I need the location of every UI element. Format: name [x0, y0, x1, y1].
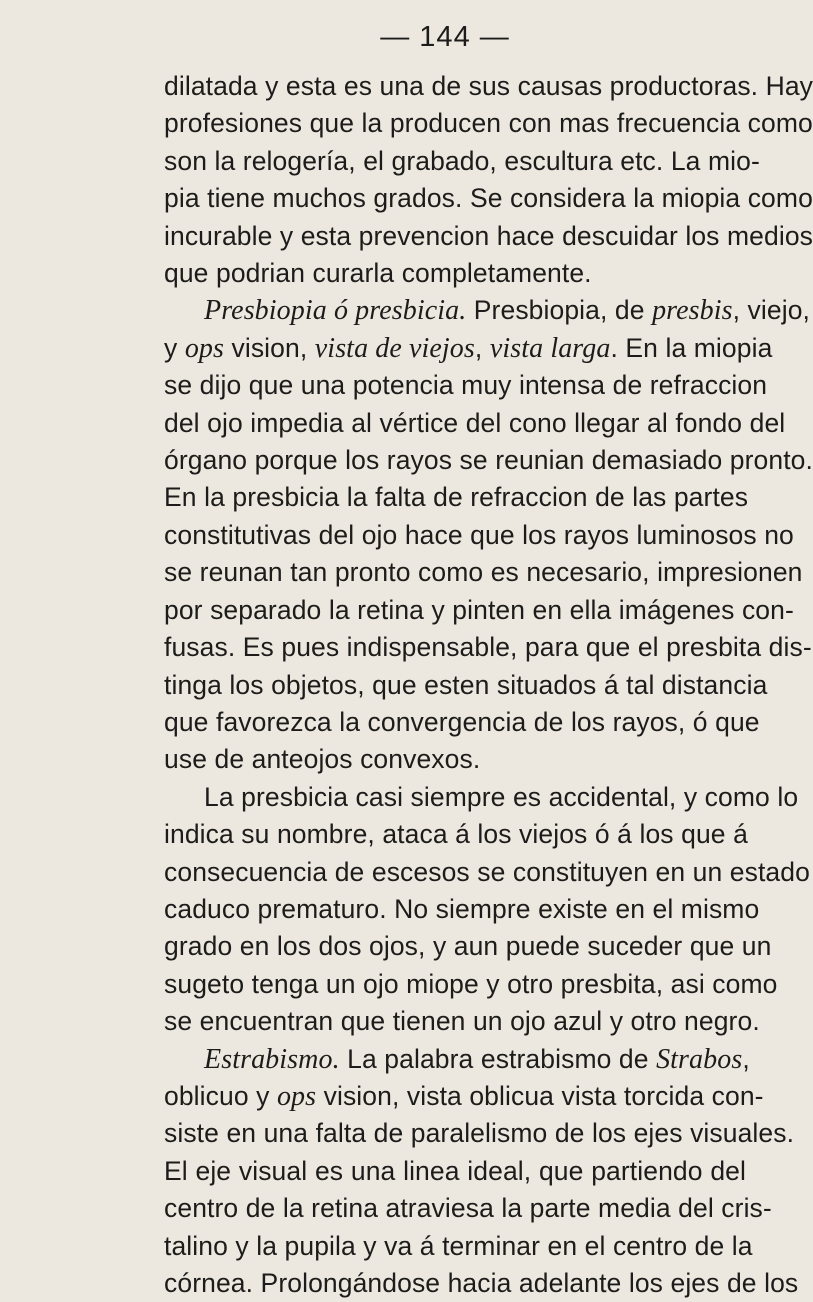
text-line	[164, 1003, 760, 1040]
text-segment: y	[164, 332, 185, 363]
text-segment: profesiones que la producen con mas frecuencia como	[164, 108, 813, 139]
text-line	[164, 105, 813, 142]
text-line	[164, 367, 768, 404]
text-line	[164, 517, 794, 554]
text-segment: indica su nombre, ataca á los viejos ó á los que á	[164, 819, 748, 850]
text-segment: fusas. Es pues indispensable, para que el presbita dis-	[164, 632, 812, 663]
text-line	[164, 966, 778, 1003]
text-line	[164, 292, 811, 329]
text-line	[164, 891, 760, 928]
text-line	[164, 68, 813, 105]
text-segment: La presbicia casi siempre es accidental, y como lo	[204, 781, 799, 812]
text-segment: ,	[742, 1043, 750, 1074]
page-number: — 144 —	[380, 21, 510, 53]
text-line	[164, 667, 768, 704]
text-segment: , viejo,	[732, 295, 811, 326]
text-segment: que favorezca la convergencia de los rayos, ó que	[164, 706, 760, 737]
text-segment: ,	[474, 332, 490, 363]
italic-text: ops	[276, 1080, 317, 1112]
italic-text: Estrabismo.	[204, 1043, 340, 1075]
text-line	[164, 629, 812, 666]
text-line	[164, 1228, 753, 1265]
text-segment: por separado la retina y pinten en ella imágenes con-	[164, 594, 794, 625]
text-segment: Presbiopia, de	[466, 295, 653, 326]
text-segment: órgano porque los rayos se reunian demasiado pronto.	[164, 445, 813, 476]
text-line	[164, 143, 760, 180]
text-segment: talino y la pupila y va á terminar en el centro de la	[164, 1230, 753, 1261]
text-line	[164, 442, 813, 479]
text-line	[164, 1115, 795, 1152]
text-line	[164, 816, 746, 853]
text-line	[164, 554, 803, 591]
text-segment: La palabra estrabismo de	[339, 1043, 657, 1074]
text-segment: vision, vista oblicua vista torcida con-	[316, 1080, 764, 1111]
text-segment: córnea. Prolongándose hacia adelante los ejes de los	[164, 1268, 799, 1298]
text-line	[164, 704, 760, 741]
text-line	[164, 255, 746, 292]
text-segment: se dijo que una potencia muy intensa de refraccion	[164, 370, 768, 401]
text-line	[164, 854, 810, 891]
italic-text: vista de viejos	[314, 332, 475, 364]
text-segment: centro de la retina atraviesa la parte media del cris-	[164, 1193, 772, 1224]
text-segment: constitutivas del ojo hace que los rayos luminosos no	[164, 519, 794, 550]
body-text	[164, 68, 813, 1302]
text-segment: sugeto tenga un ojo miope y otro presbita, asi como	[164, 968, 778, 999]
text-line	[164, 330, 773, 367]
text-segment: oblicuo y	[164, 1080, 277, 1111]
text-line	[164, 218, 813, 255]
text-segment: del ojo impedia al vértice del cono llegar al fondo del	[164, 407, 786, 438]
text-line	[164, 741, 746, 778]
text-line	[164, 405, 786, 442]
text-segment: grado en los dos ojos, y aun puede suceder que un	[164, 931, 772, 962]
text-line	[164, 779, 799, 816]
text-segment: vision,	[224, 332, 315, 363]
text-line	[164, 180, 813, 217]
text-segment: . En la miopia	[610, 332, 773, 363]
text-line	[164, 1078, 764, 1115]
text-line	[164, 1041, 750, 1078]
italic-text: vista larga	[489, 332, 611, 364]
text-segment: caduco prematuro. No siempre existe en el mismo	[164, 893, 760, 924]
text-segment: dilatada y esta es una de sus causas productoras. Hay	[164, 71, 813, 101]
text-segment: son la relogería, el grabado, escultura etc. La mio-	[164, 145, 760, 176]
text-segment: consecuencia de escesos se constituyen en un estado	[164, 856, 810, 887]
text-segment: pia tiene muchos grados. Se considera la miopia como	[164, 183, 813, 214]
text-segment: El eje visual es una linea ideal, que partiendo del	[164, 1155, 746, 1186]
text-segment: siste en una falta de paralelismo de los ejes visuales.	[164, 1118, 795, 1149]
text-segment: tinga los objetos, que esten situados á tal distancia	[164, 669, 768, 700]
text-line	[164, 479, 749, 516]
text-segment: En la presbicia la falta de refraccion de las partes	[164, 482, 749, 513]
text-segment: se encuentran que tienen un ojo azul y otro negro.	[164, 1006, 760, 1037]
text-segment: se reunan tan pronto como es necesario, impresionen	[164, 557, 803, 588]
text-line	[164, 592, 794, 629]
text-line	[164, 1190, 772, 1227]
text-line	[164, 1153, 746, 1190]
italic-text: ops	[184, 332, 225, 364]
italic-text: Strabos	[656, 1043, 743, 1075]
text-segment: use de anteojos convexos.	[164, 744, 481, 775]
text-line	[164, 928, 772, 965]
text-line	[164, 1265, 799, 1302]
text-segment: que podrian curarla completamente.	[164, 258, 592, 289]
italic-text: Presbiopia ó presbicia.	[204, 295, 467, 327]
italic-text: presbis	[652, 295, 733, 327]
text-segment: incurable y esta prevencion hace descuidar los medios	[164, 220, 813, 251]
